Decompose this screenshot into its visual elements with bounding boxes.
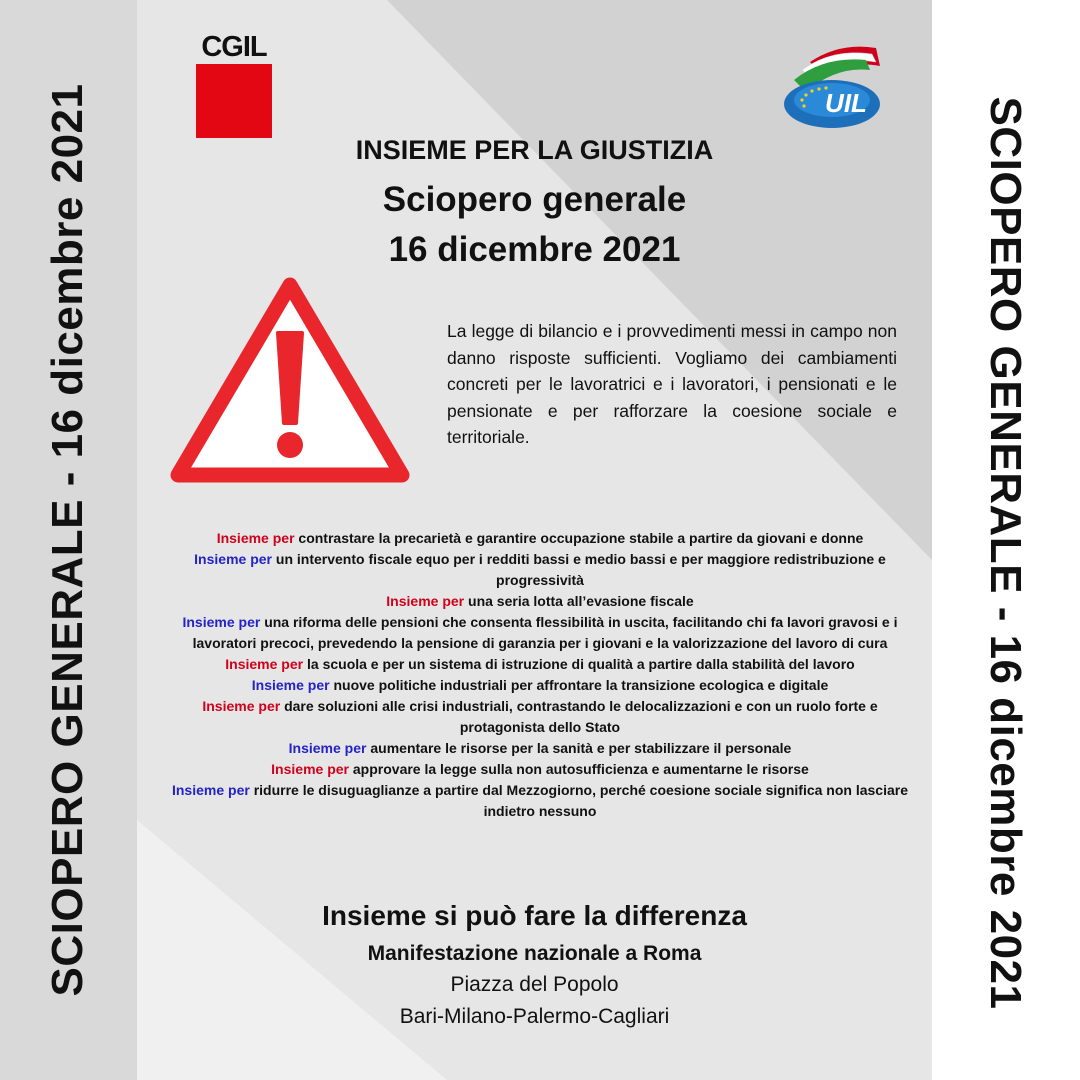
demand-lead: Insieme per [202,698,281,714]
demand-lead: Insieme per [171,782,250,798]
demand-text: approvare la legge sulla non autosufficienza e aumentarne le risorse [349,761,809,777]
demand-lead: Insieme per [225,656,304,672]
demand-lead: Insieme per [271,761,349,777]
demand-text: la scuola e per un sistema di istruzione di qualità a partire dalla stabilità del lavoro [303,656,855,672]
demand-text: un intervento fiscale equo per i redditi bassi e medio bassi e per maggiore redistribuzione e progressività [272,551,886,588]
demand-text: ridurre le disuguaglianze a partire dal Mezzogiorno, perché coesione sociale significa non lasciare indietro nessuno [249,782,909,819]
demand-text: contrastare la precarietà e garantire occupazione stabile a partire da giovani e donne [294,530,864,546]
event-location: Piazza del Popolo [450,973,619,996]
demand-item [165,654,915,675]
event-title: Manifestazione nazionale a Roma [367,942,702,965]
uil-logo [780,40,885,132]
strike-title: Sciopero generale [382,180,687,219]
demand-text: una seria lotta all’evasione fiscale [464,593,694,609]
demand-item [165,612,915,654]
demand-item [165,528,915,549]
demand-item [165,780,915,822]
demand-item [165,549,915,591]
demand-text: aumentare le risorse per la sanità e per stabilizzare il personale [366,740,792,756]
demand-item [165,675,915,696]
cgil-logo-square [196,64,272,138]
event-cities: Bari-Milano-Palermo-Cagliari [399,1005,670,1028]
demand-lead: Insieme per [194,551,272,567]
demand-lead: Insieme per [251,677,330,693]
demand-text: dare soluzioni alle crisi industriali, contrastando le delocalizzazioni e con un ruolo forte e protagonista dello Stato [280,698,878,735]
demand-text: nuove politiche industriali per affrontare la transizione ecologica e digitale [329,677,829,693]
closing-slogan: Insieme si può fare la differenza [322,900,747,931]
side-banner-right: SCIOPERO GENERALE - 16 dicembre 2021 [981,96,1030,1010]
demand-lead: Insieme per [386,593,465,609]
uil-logo-text: UIL [825,88,867,118]
demand-item [165,591,915,612]
demands-list [165,528,915,822]
warning-icon [170,275,410,490]
slogan-title: INSIEME PER LA GIUSTIZIA [355,135,714,165]
side-banner-left: SCIOPERO GENERALE - 16 dicembre 2021 [43,83,92,997]
intro-paragraph: La legge di bilancio e i provvedimenti messi in campo non danno risposte sufficienti. Vogliamo dei cambiamenti concreti per le lavoratrici e i lavoratori, i pensionati e le pensionate e per rafforzare la coesione sociale e territoriale. [447,321,897,447]
demand-lead: Insieme per [182,614,261,630]
demand-item [165,759,915,780]
demand-lead: Insieme per [288,740,367,756]
strike-date: 16 dicembre 2021 [388,230,681,269]
demand-item [165,696,915,738]
demand-lead: Insieme per [216,530,295,546]
cgil-logo [196,30,272,138]
cgil-logo-text: CGIL [201,31,267,63]
demand-text: una riforma delle pensioni che consenta flessibilità in uscita, facilitando chi fa lavori gravosi e i lavoratori precoci, prevedendo la pensione di garanzia per i giovani e la valorizzazione del lavoro di cura [192,614,898,651]
demand-item [165,738,915,759]
